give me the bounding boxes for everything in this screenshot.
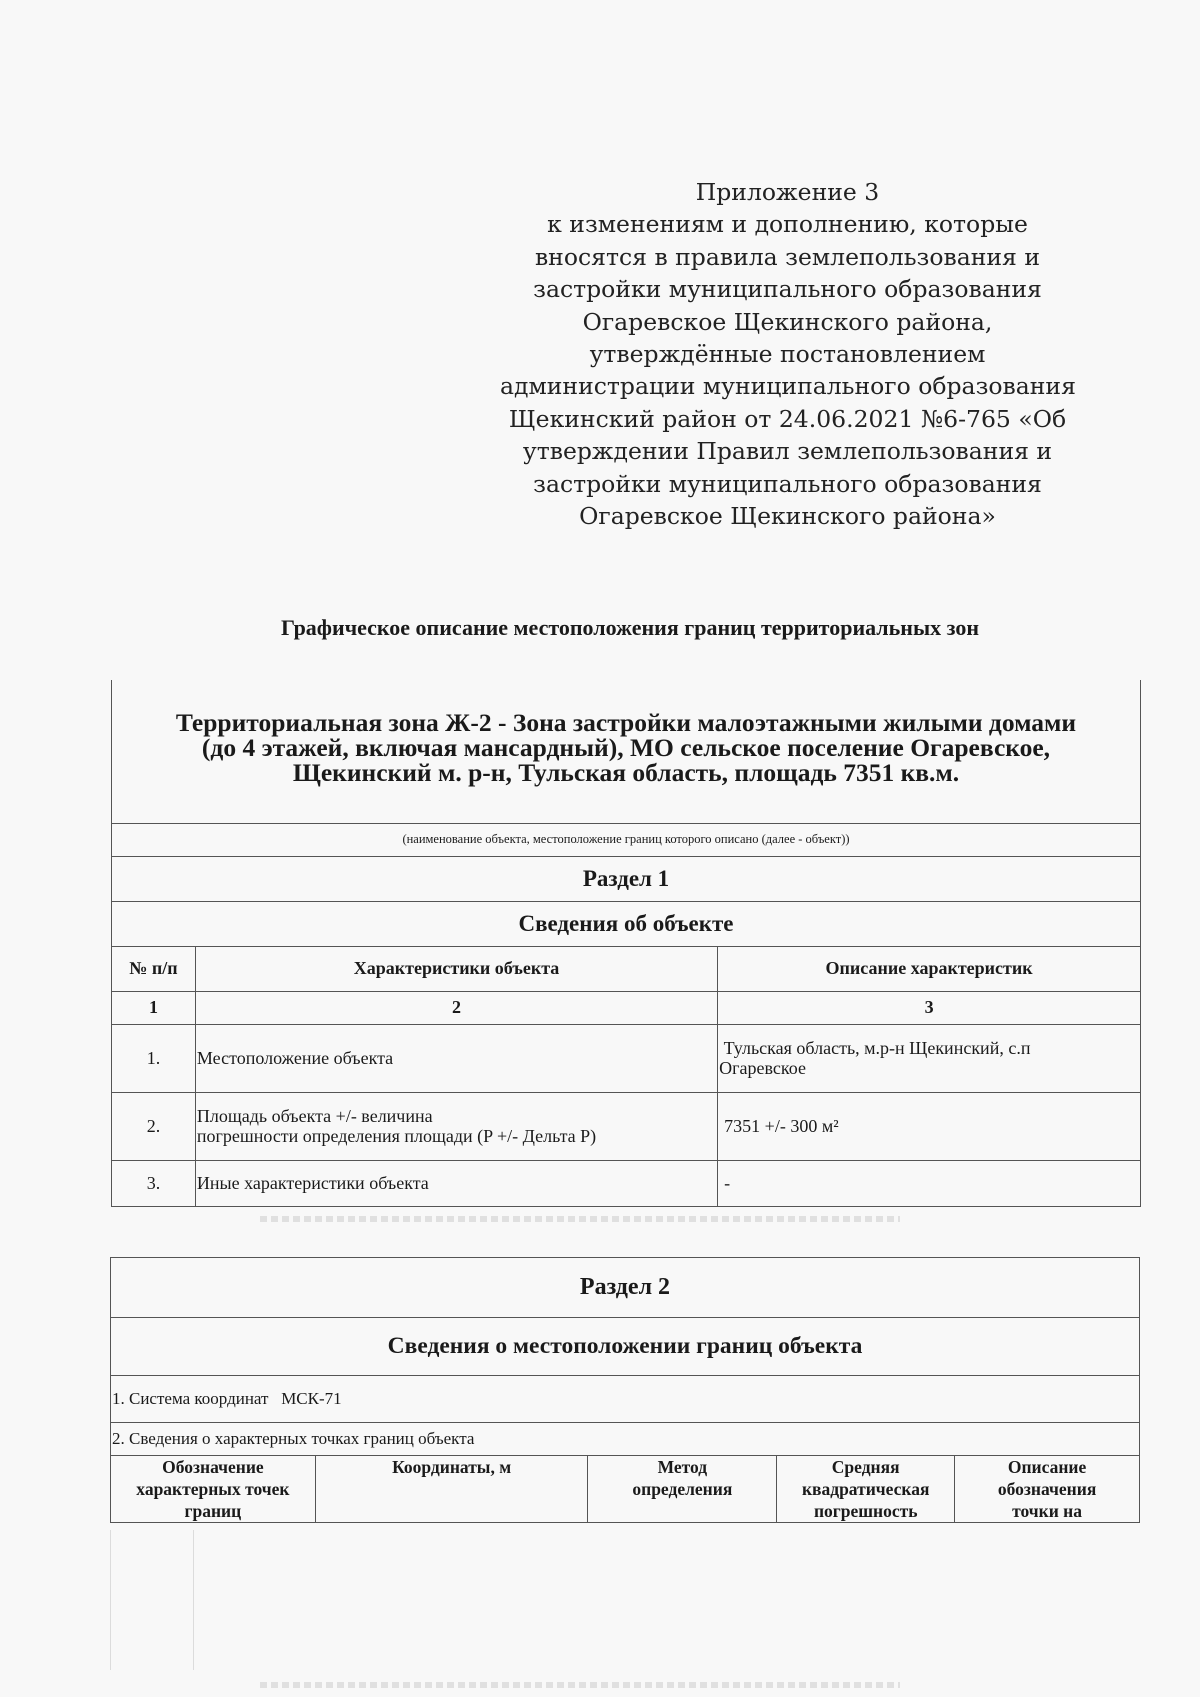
table-row <box>112 1092 1141 1160</box>
appendix-line: Щекинский район от 24.06.2021 №6-765 «Об <box>508 404 1067 433</box>
header-coordinates <box>315 1456 588 1523</box>
header-mean-error <box>777 1456 955 1523</box>
row-characteristic-line: Площадь объекта +/- величина <box>196 1106 433 1126</box>
header-number: № п/п <box>112 946 196 991</box>
header-characteristics: Характеристики объекта <box>195 946 717 991</box>
header-line: Координаты, м <box>392 1457 512 1477</box>
header-line: обозначения <box>997 1479 1097 1499</box>
section2-table <box>110 1257 1140 1523</box>
appendix-line: застройки муниципального образования <box>533 275 1042 304</box>
header-point-description <box>955 1456 1140 1523</box>
header-line: Средняя <box>831 1457 900 1477</box>
zone-name-cell <box>112 680 1141 823</box>
appendix-line: застройки муниципального образования <box>533 469 1042 498</box>
coordinate-system: 1. Система координат МСК-71 <box>111 1376 1140 1423</box>
header-line: квадратическая <box>801 1479 930 1499</box>
header-line: Метод <box>657 1457 708 1477</box>
row-characteristic: Местоположение объекта <box>195 1024 717 1092</box>
appendix-header <box>500 176 1075 532</box>
appendix-line: Огаревское Щекинского района, <box>582 307 993 336</box>
appendix-line: администрации муниципального образования <box>500 372 1076 401</box>
row-description-line: Огаревское <box>719 1058 806 1078</box>
appendix-line: Огаревское Щекинского района» <box>579 502 996 531</box>
appendix-line: утверждённые постановлением <box>589 340 986 369</box>
row-description-line: Тульская область, м.р-н Щекинский, с.п <box>719 1038 1031 1058</box>
header-line: точки на <box>1012 1501 1083 1521</box>
section2-title: Раздел 2 <box>111 1258 1140 1318</box>
header-line: Обозначение <box>162 1457 264 1477</box>
appendix-line: утверждении Правил землепользования и <box>522 437 1053 466</box>
header-line: определения <box>632 1479 733 1499</box>
show-through-line <box>260 1682 900 1688</box>
header-line: характерных точек <box>136 1479 290 1499</box>
header-line: погрешность <box>813 1501 918 1521</box>
show-through-border <box>193 1530 194 1670</box>
show-through-border <box>110 1530 111 1670</box>
zone-name-line: (до 4 этажей, включая мансардный), МО сельское поселение Огаревское, <box>201 733 1051 762</box>
table-row <box>112 1160 1141 1206</box>
object-note: (наименование объекта, местоположение границ которого описано (далее - объект)) <box>112 823 1141 856</box>
section1-title: Раздел 1 <box>112 856 1141 901</box>
row-number: 2. <box>112 1092 196 1160</box>
section1-subtitle: Сведения об объекте <box>112 901 1141 946</box>
section1-table <box>111 680 1141 1207</box>
show-through-line <box>260 1216 900 1222</box>
row-description: 7351 +/- 300 м² <box>718 1092 1141 1160</box>
section2-subtitle: Сведения о местоположении границ объекта <box>111 1318 1140 1376</box>
row-characteristic-line: погрешности определения площади (P +/- Дельта P) <box>196 1126 597 1146</box>
header-method <box>588 1456 777 1523</box>
header-point-designation <box>111 1456 316 1523</box>
row-number: 3. <box>112 1160 196 1206</box>
document-title: Графическое описание местоположения границ территориальных зон <box>280 615 980 640</box>
column-number: 1 <box>112 991 196 1024</box>
row-description <box>718 1024 1141 1092</box>
appendix-line: вносятся в правила землепользования и <box>534 242 1041 271</box>
appendix-line: Приложение 3 <box>695 178 880 206</box>
header-description: Описание характеристик <box>718 946 1141 991</box>
appendix-line: к изменениям и дополнению, которые <box>547 210 1028 239</box>
row-number: 1. <box>112 1024 196 1092</box>
column-number: 3 <box>718 991 1141 1024</box>
table-row <box>112 1024 1141 1092</box>
column-number: 2 <box>195 991 717 1024</box>
header-line: границ <box>184 1501 242 1521</box>
zone-name-line: Территориальная зона Ж-2 - Зона застройки малоэтажными жилыми домами <box>175 708 1077 737</box>
row-characteristic: Иные характеристики объекта <box>195 1160 717 1206</box>
points-info: 2. Сведения о характерных точках границ объекта <box>111 1423 1140 1456</box>
zone-name-line: Щекинский м. р-н, Тульская область, площадь 7351 кв.м. <box>292 758 960 787</box>
header-line: Описание <box>1007 1457 1087 1477</box>
row-characteristic <box>195 1092 717 1160</box>
row-description: - <box>718 1160 1141 1206</box>
